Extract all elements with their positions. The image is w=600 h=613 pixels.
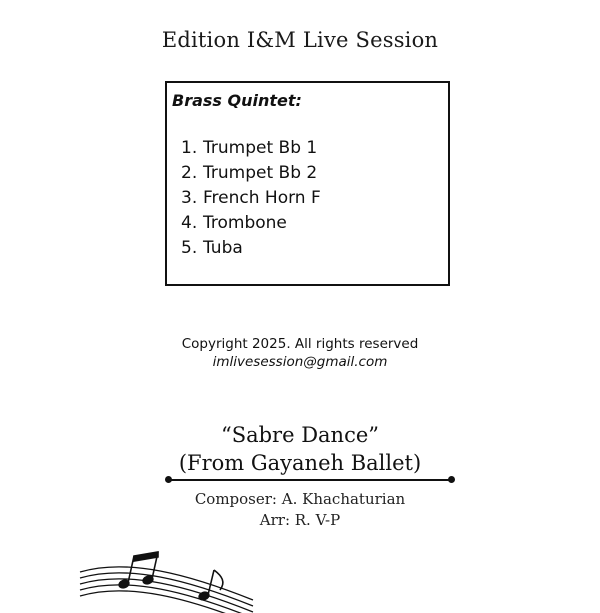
instrument-name: Tuba: [203, 238, 243, 258]
instrumentation-box: [165, 81, 450, 286]
piece-title: [0, 421, 600, 477]
arranger-credit: Arr: R. V-P: [259, 511, 341, 529]
title-divider: [168, 479, 452, 481]
edition-title: Edition I&M Live Session: [161, 28, 439, 52]
list-item: [181, 236, 321, 261]
list-item-number: 5.: [181, 238, 198, 258]
piece-title-line1: “Sabre Dance”: [220, 423, 380, 447]
list-item-number: 4.: [181, 213, 198, 233]
list-item: [181, 211, 321, 236]
list-item-number: 2.: [181, 163, 198, 183]
list-item-number: 3.: [181, 188, 198, 208]
instrument-name: Trumpet Bb 1: [203, 138, 318, 158]
instrument-name: French Horn F: [203, 188, 321, 208]
instrument-name: Trombone: [203, 213, 287, 233]
instrumentation-heading: Brass Quintet:: [172, 91, 302, 110]
instrument-name: Trumpet Bb 2: [203, 163, 318, 183]
list-item: [181, 186, 321, 211]
copyright-notice: Copyright 2025. All rights reserved: [181, 336, 419, 352]
composer-credit: Composer: A. Khachaturian: [194, 490, 406, 508]
list-item-number: 1.: [181, 138, 198, 158]
music-staff-notes-icon: [78, 548, 258, 613]
instrument-list: [181, 136, 321, 261]
piece-title-line2: (From Gayaneh Ballet): [178, 451, 422, 475]
copyright-block: [0, 335, 600, 371]
list-item: [181, 161, 321, 186]
list-item: [181, 136, 321, 161]
credits-block: [0, 489, 600, 531]
contact-email: imlivesession@gmail.com: [212, 354, 388, 370]
